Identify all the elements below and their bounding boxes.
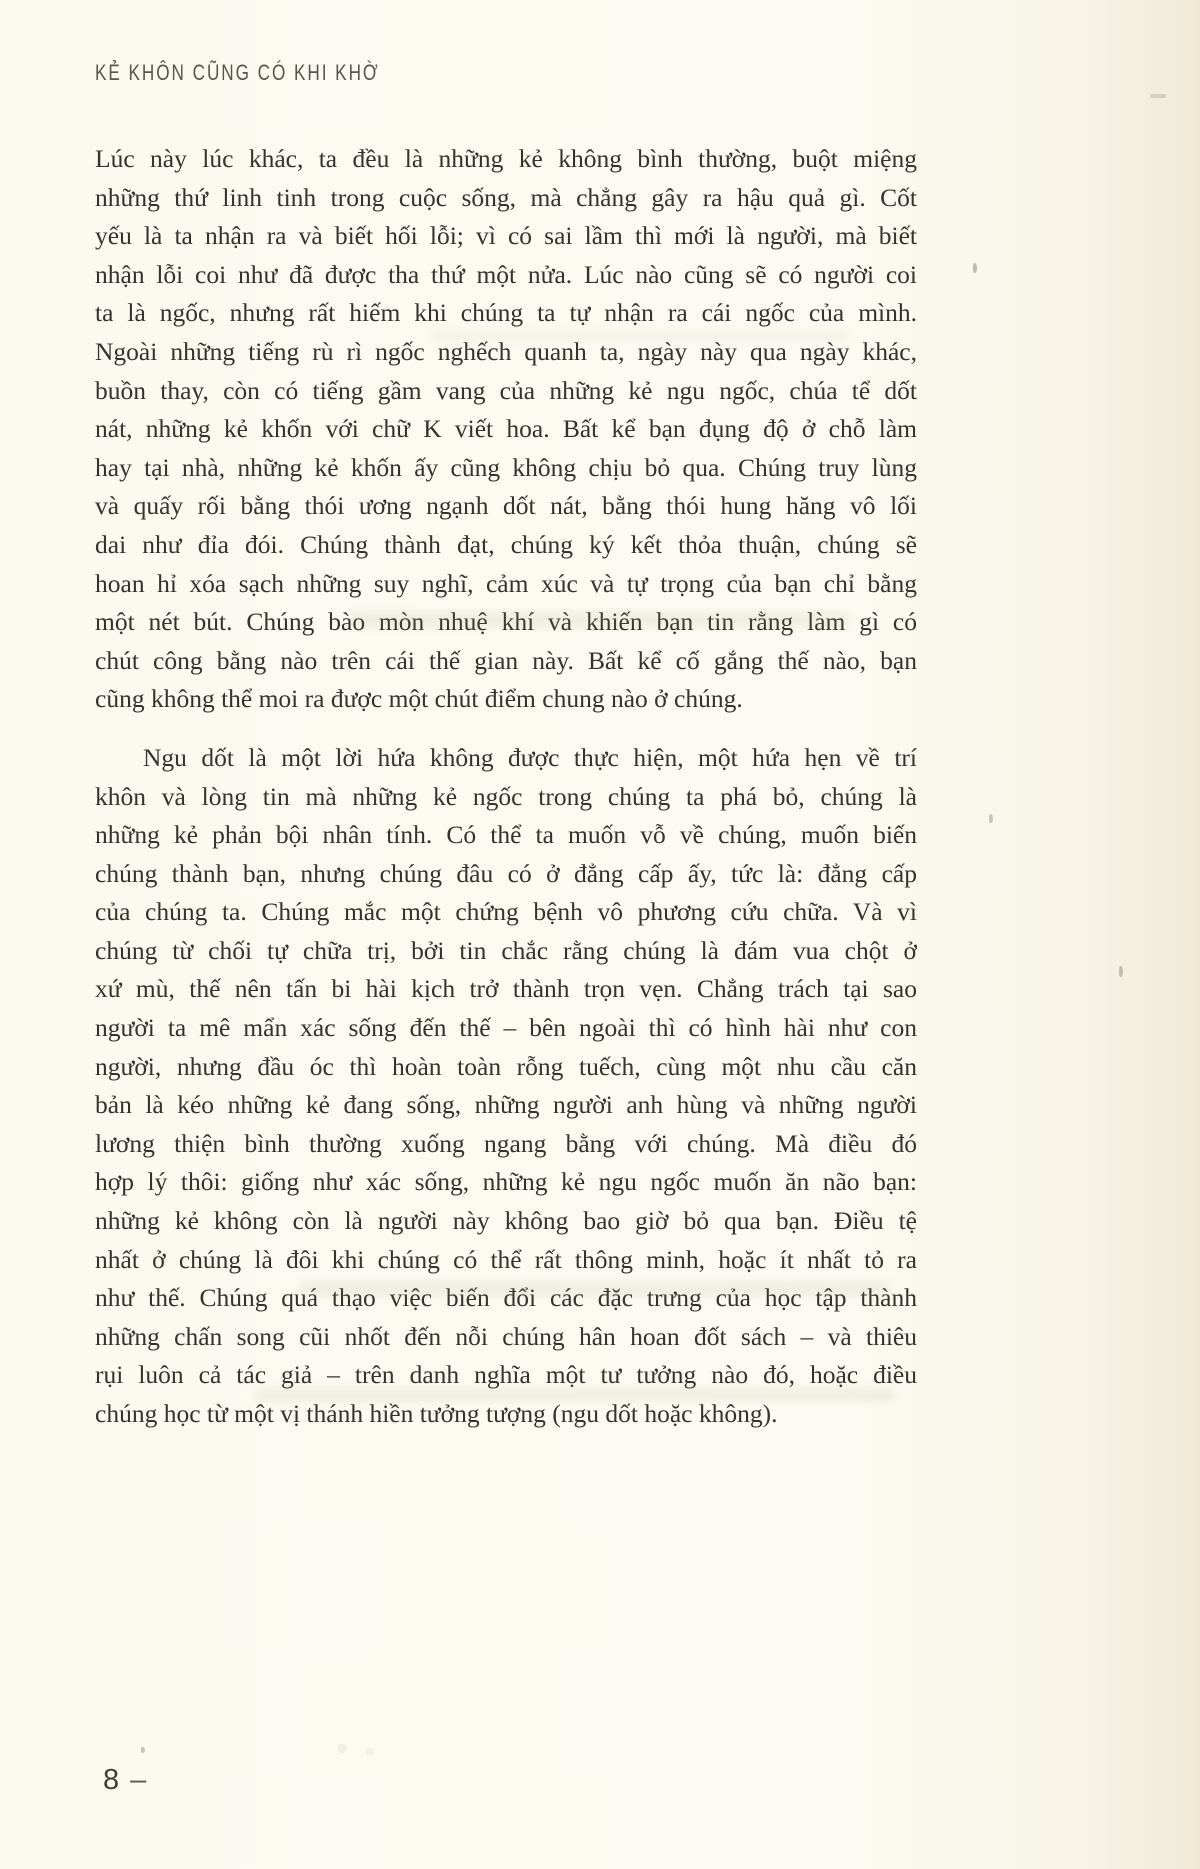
text-line: nát, những kẻ khốn với chữ K viết hoa. Bất kể bạn đụng độ ở chỗ làm	[95, 414, 917, 444]
page-number: 8	[103, 1764, 121, 1796]
text-line: khôn và lòng tin mà những kẻ ngốc trong chúng ta phá bỏ, chúng là	[95, 781, 917, 811]
scan-mark	[141, 1747, 145, 1753]
text-line: nhận lỗi coi như đã được tha thứ một nửa. Lúc nào cũng sẽ có người coi	[95, 259, 917, 289]
text-line: hợp lý thôi: giống như xác sống, những kẻ ngu ngốc muốn ăn não bạn:	[95, 1167, 917, 1197]
text-line: rụi luôn cả tác giả – trên danh nghĩa một tư tưởng nào đó, hoặc điều	[95, 1360, 917, 1390]
text-line: dai như đỉa đói. Chúng thành đạt, chúng ký kết thỏa thuận, chúng sẽ	[95, 529, 917, 559]
text-line: hay tại nhà, những kẻ khốn ấy cũng không chịu bỏ qua. Chúng truy lùng	[95, 452, 917, 482]
scan-mark	[366, 1748, 374, 1756]
text-line: hoan hỉ xóa sạch những suy nghĩ, cảm xúc và tự trọng của bạn chỉ bằng	[95, 568, 917, 598]
paragraph	[95, 739, 917, 1434]
text-line: yếu là ta nhận ra và biết hối lỗi; vì có sai lầm thì mới là người, mà biết	[95, 221, 917, 251]
text-line: nhất ở chúng là đôi khi chúng có thể rất thông minh, hoặc ít nhất tỏ ra	[95, 1244, 917, 1274]
text-line: lương thiện bình thường xuống ngang bằng với chúng. Mà điều đó	[95, 1128, 917, 1158]
page-number-dash: –	[130, 1764, 148, 1796]
text-line: ta là ngốc, nhưng rất hiếm khi chúng ta tự nhận ra cái ngốc của mình.	[95, 298, 917, 328]
text-line: người, nhưng đầu óc thì hoàn toàn rỗng tuếch, cùng một nhu cầu căn	[95, 1051, 917, 1081]
text-line: chúng từ chối tự chữa trị, bởi tin chắc rằng chúng là đám vua chột ở	[95, 935, 917, 965]
paragraph	[95, 140, 917, 719]
text-line: chúng học từ một vị thánh hiền tưởng tượng (ngu dốt hoặc không).	[95, 1399, 778, 1428]
scan-mark	[989, 814, 993, 823]
text-line: người ta mê mẩn xác sống đến thế – bên ngoài thì có hình hài như con	[95, 1013, 917, 1043]
text-line: xứ mù, thế nên tấn bi hài kịch trở thành trọn vẹn. Chẳng trách tại sao	[95, 974, 917, 1004]
text-line: những chấn song cũi nhốt đến nỗi chúng hân hoan đốt sách – và thiêu	[95, 1321, 917, 1351]
running-head: KẺ KHÔN CŨNG CÓ KHI KHỜ	[95, 60, 380, 85]
text-block	[95, 140, 917, 1434]
text-line: và quấy rối bằng thói ương ngạnh dốt nát, bằng thói hung hăng vô lối	[95, 491, 917, 521]
scan-mark	[338, 1744, 347, 1753]
page-footer	[103, 1764, 147, 1797]
text-line: những kẻ không còn là người này không bao giờ bỏ qua bạn. Điều tệ	[95, 1206, 917, 1236]
text-line: bản là kéo những kẻ đang sống, những người anh hùng và những người	[95, 1090, 917, 1120]
scan-mark	[1119, 966, 1123, 977]
text-line: buồn thay, còn có tiếng gầm vang của những kẻ ngu ngốc, chúa tể dốt	[95, 375, 917, 405]
text-line: như thế. Chúng quá thạo việc biến đổi các đặc trưng của học tập thành	[95, 1283, 917, 1313]
text-line: của chúng ta. Chúng mắc một chứng bệnh vô phương cứu chữa. Và vì	[95, 897, 917, 927]
text-line: chúng thành bạn, nhưng chúng đâu có ở đẳng cấp ấy, tức là: đẳng cấp	[95, 858, 917, 888]
scan-mark	[973, 263, 977, 273]
text-line: một nét bút. Chúng bào mòn nhuệ khí và khiến bạn tin rằng làm gì có	[95, 607, 917, 637]
text-line: những kẻ phản bội nhân tính. Có thể ta muốn vỗ về chúng, muốn biến	[95, 820, 917, 850]
text-line: chút công bằng nào trên cái thế gian này. Bất kể cố gắng thế nào, bạn	[95, 645, 917, 675]
text-line: cũng không thể moi ra được một chút điểm chung nào ở chúng.	[95, 684, 743, 714]
text-line: Ngu dốt là một lời hứa không được thực hiện, một hứa hẹn về trí	[143, 742, 917, 772]
text-line: Ngoài những tiếng rù rì ngốc nghếch quanh ta, ngày này qua ngày khác,	[95, 336, 917, 366]
text-line: những thứ linh tinh trong cuộc sống, mà chẳng gây ra hậu quả gì. Cốt	[95, 182, 917, 212]
scan-mark	[1150, 94, 1166, 98]
text-line: Lúc này lúc khác, ta đều là những kẻ không bình thường, buột miệng	[95, 144, 917, 173]
